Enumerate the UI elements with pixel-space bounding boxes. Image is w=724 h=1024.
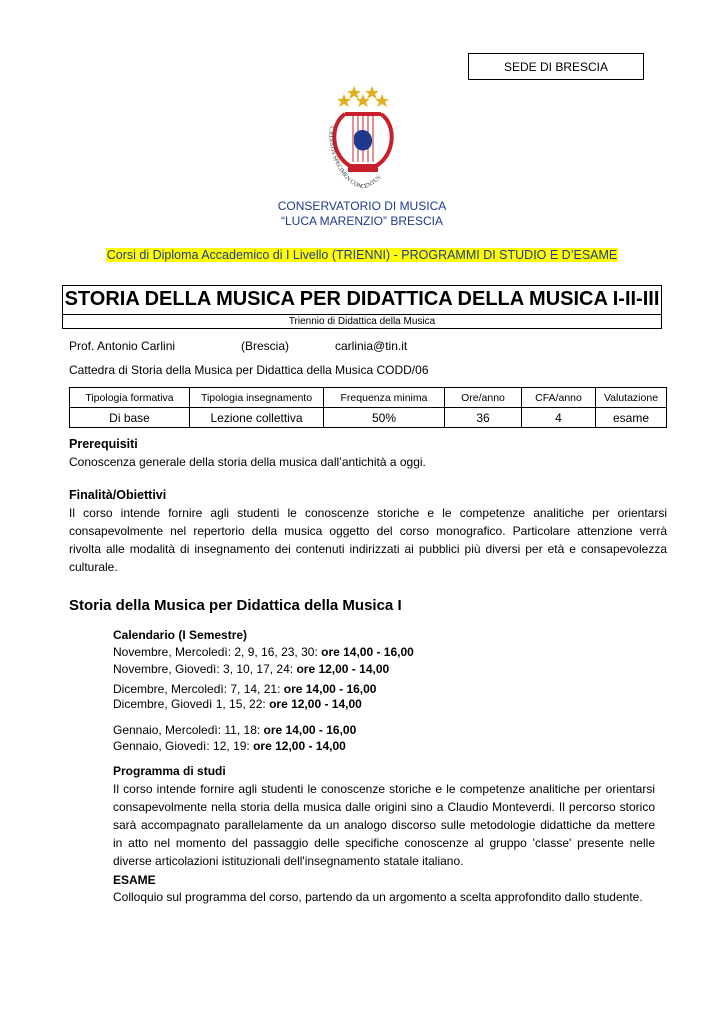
table-header-cell: Tipologia formativa (70, 388, 190, 408)
title-divider (63, 314, 661, 315)
paragraph-line: Il corso intende fornire agli studenti le conoscenze storiche e le competenze analitiche per orientarsi (69, 506, 667, 520)
paragraph-line: Il corso intende fornire agli studenti le conoscenze storiche e le competenze analitiche per orientarsi (113, 782, 655, 796)
calendar-days: Novembre, Giovedì: 3, 10, 17, 24: (113, 662, 297, 676)
calendar-entry (113, 697, 362, 711)
conservatorio-logo (320, 84, 406, 190)
table-cell: esame (596, 408, 667, 428)
calendar-entry (113, 682, 376, 696)
calendar-time: ore 14,00 - 16,00 (321, 645, 414, 659)
table-header-cell: Frequenza minima (324, 388, 445, 408)
conservatorio-name-line1: CONSERVATORIO DI MUSICA (277, 199, 447, 213)
esame-text: Colloquio sul programma del corso, partendo da un argomento a scelta approfondito dallo studente. (113, 890, 643, 904)
paragraph-line: rivolta alle modalità di insegnamento dei contenuti indirizzati ai pubblici più diversi per età e consapevolezza (69, 542, 667, 556)
table-header-cell: Tipologia insegnamento (190, 388, 324, 408)
table-header-cell: CFA/anno (522, 388, 596, 408)
programma-heading: Programma di studi (113, 764, 226, 778)
paragraph-line: diverse articolazioni istituzionali dell'insegnamento statale italiano. (113, 854, 464, 868)
programma-paragraph (113, 780, 655, 870)
calendar-days: Gennaio, Giovedì: 12, 19: (113, 739, 254, 753)
sede-label: SEDE DI BRESCIA (503, 59, 609, 74)
table-cell: 36 (445, 408, 522, 428)
teacher-name: Prof. Antonio Carlini (69, 339, 176, 353)
finalita-paragraph (69, 504, 667, 576)
calendar-days: Novembre, Mercoledì: 2, 9, 16, 23, 30: (113, 645, 322, 659)
table-cell: Di base (70, 408, 190, 428)
section-heading: Storia della Musica per Didattica della Musica I (69, 597, 402, 614)
calendar-time: ore 12,00 - 14,00 (296, 662, 390, 676)
finalita-heading: Finalità/Obiettivi (69, 488, 167, 502)
paragraph-line: in atto nel momento del passaggio delle specifiche conoscenze al gruppo 'classe' presente nelle (113, 836, 655, 850)
table-header-cell: Ore/anno (445, 388, 522, 408)
table-cell: 4 (522, 408, 596, 428)
paragraph-line: sarà accompagnato parallelamente da un analogo discorso sulle metodologie didattiche da mettere (113, 818, 655, 832)
course-title: STORIA DELLA MUSICA PER DIDATTICA DELLA MUSICA I-II-III (64, 288, 660, 310)
paragraph-line: consapevolmente nella storia della musica dalle origini sino a Claudio Monteverdi. Il percorso storico (113, 800, 655, 814)
calendar-days: Dicembre, Giovedì 1, 15, 22: (113, 697, 270, 711)
paragraph-line: consapevolmente nel repertorio della musica oggetto del corso monografico. Particolare attenzione verrà (69, 524, 667, 538)
calendar-entry (113, 662, 389, 676)
table-header-cell: Valutazione (596, 388, 667, 408)
title-box (62, 285, 662, 329)
course-subtitle: Triennio di Didattica della Musica (288, 316, 436, 327)
paragraph-line: culturale. (69, 560, 118, 574)
calendar-time: ore 12,00 - 14,00 (269, 697, 362, 711)
conservatorio-name-line2: “LUCA MARENZIO” BRESCIA (280, 214, 444, 228)
logo-motto: CÆLESTIS SPECIMEN CONCENTUS (327, 125, 383, 190)
calendario-heading: Calendario (I Semestre) (113, 628, 248, 642)
calendar-days: Dicembre, Mercoledì: 7, 14, 21: (113, 682, 284, 696)
calendar-time: ore 12,00 - 14,00 (253, 739, 346, 753)
cattedra-line: Cattedra di Storia della Musica per Didattica della Musica CODD/06 (69, 363, 429, 377)
course-info-table (69, 387, 667, 428)
calendar-time: ore 14,00 - 16,00 (283, 682, 377, 696)
calendar-time: ore 14,00 - 16,00 (263, 723, 357, 737)
calendar-days: Gennaio, Mercoledì: 11, 18: (113, 723, 264, 737)
table-cell: Lezione collettiva (190, 408, 324, 428)
table-cell: 50% (324, 408, 445, 428)
teacher-email[interactable]: carlinia@tin.it (335, 339, 408, 353)
esame-heading: ESAME (113, 873, 156, 887)
prerequisiti-text: Conoscenza generale della storia della musica dall’antichità a oggi. (69, 455, 426, 469)
calendar-entry (113, 645, 414, 659)
table-row (70, 408, 667, 428)
sede-box (468, 53, 644, 80)
calendar-entry (113, 739, 346, 753)
teacher-city: (Brescia) (241, 339, 290, 353)
corsi-text: Corsi di Diploma Accademico di I Livello (TRIENNI) - PROGRAMMI DI STUDIO E D’ESAME (106, 248, 618, 262)
calendar-entry (113, 723, 356, 737)
table-header-row (70, 388, 667, 408)
corsi-banner (0, 248, 724, 262)
prerequisiti-heading: Prerequisiti (69, 437, 138, 451)
